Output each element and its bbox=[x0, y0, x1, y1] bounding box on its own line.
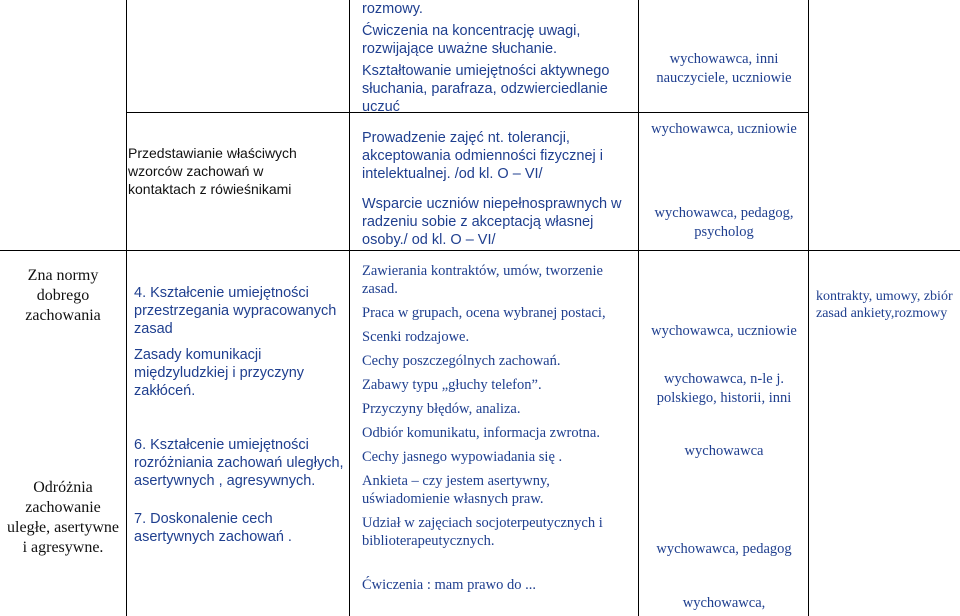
text-line: Przyczyny błędów, analiza. bbox=[362, 401, 521, 417]
text-line: rozmowy. bbox=[362, 1, 423, 17]
text-line: Cechy poszczególnych zachowań. bbox=[362, 353, 561, 369]
row3-responsible-2: wychowawca, n-le j. polskiego, historii, inni bbox=[656, 371, 792, 406]
row3-evaluation: kontrakty, umowy, zbiór zasad ankiety,rozmowy bbox=[816, 289, 953, 321]
text-line: Odbiór komunikatu, informacja zwrotna. bbox=[362, 425, 600, 441]
text-line: Zabawy typu „głuchy telefon”. bbox=[362, 377, 542, 393]
text-line: Scenki rodzajowe. bbox=[362, 329, 470, 345]
text-line: Zawierania kontraktów, umów, tworzenie zasad. bbox=[362, 263, 603, 297]
row3-responsible-4: wychowawca, pedagog bbox=[656, 541, 792, 557]
text-line: Kształtowanie umiejętności aktywnego słuchania, parafraza, odzwierciedlanie uczuć bbox=[362, 63, 610, 115]
row1-activities bbox=[362, 0, 634, 116]
column-divider bbox=[349, 0, 350, 616]
row2-activities bbox=[362, 129, 634, 249]
text-line: 6. Kształcenie umiejętności rozróżniania zachowań uległych, asertywnych , agresywnych. bbox=[134, 437, 344, 489]
text-line: 4. Kształcenie umiejętności przestrzegania wypracowanych zasad bbox=[134, 285, 337, 337]
text-line: Ćwiczenia na koncentrację uwagi, rozwijające uważne słuchanie. bbox=[362, 23, 581, 57]
row3-goal-bottom: Odróżnia zachowanie uległe, asertywne i agresywne. bbox=[7, 479, 119, 556]
text-line: Ćwiczenia : mam prawo do ... bbox=[362, 577, 536, 593]
row3-responsible-1: wychowawca, uczniowie bbox=[651, 323, 797, 339]
column-divider bbox=[808, 0, 809, 616]
column-divider bbox=[638, 0, 639, 616]
text-line: Udział w zajęciach socjoterpeutycznych i biblioterapeutycznych. bbox=[362, 515, 603, 549]
text-line: Prowadzenie zajęć nt. tolerancji, akceptowania odmienności fizycznej i intelektualnej. /od kl. O – VI/ bbox=[362, 130, 603, 182]
row3-responsible-5: wychowawca, bbox=[682, 595, 766, 611]
row2-responsible-a: wychowawca, uczniowie bbox=[651, 121, 797, 137]
row1-responsible: wychowawca, inni nauczyciele, uczniowie bbox=[656, 51, 792, 86]
row3-responsible-3: wychowawca bbox=[684, 443, 764, 459]
text-line: Zasady komunikacji międzyludzkiej i przyczyny zakłóceń. bbox=[134, 347, 305, 399]
text-line: 7. Doskonalenie cech asertywnych zachowań . bbox=[134, 511, 292, 545]
text-line: Ankieta – czy jestem asertywny, uświadomienie własnych praw. bbox=[362, 473, 550, 507]
row2-responsible-b: wychowawca, pedagog, psycholog bbox=[654, 205, 794, 240]
row3-tasks bbox=[134, 284, 346, 546]
row3-goal-top: Zna normy dobrego zachowania bbox=[25, 267, 101, 324]
text-line: Wsparcie uczniów niepełnosprawnych w radzeniu sobie z akceptacją własnej osoby./ od kl. O – VI/ bbox=[362, 196, 622, 248]
column-divider bbox=[126, 0, 127, 616]
row-divider bbox=[0, 250, 960, 251]
row3-activities bbox=[362, 262, 634, 594]
text-line: Cechy jasnego wypowiadania się . bbox=[362, 449, 563, 465]
text-line: Praca w grupach, ocena wybranej postaci, bbox=[362, 305, 606, 321]
row2-task: Przedstawianie właściwych wzorców zachowań w kontaktach z rówieśnikami bbox=[128, 145, 297, 197]
